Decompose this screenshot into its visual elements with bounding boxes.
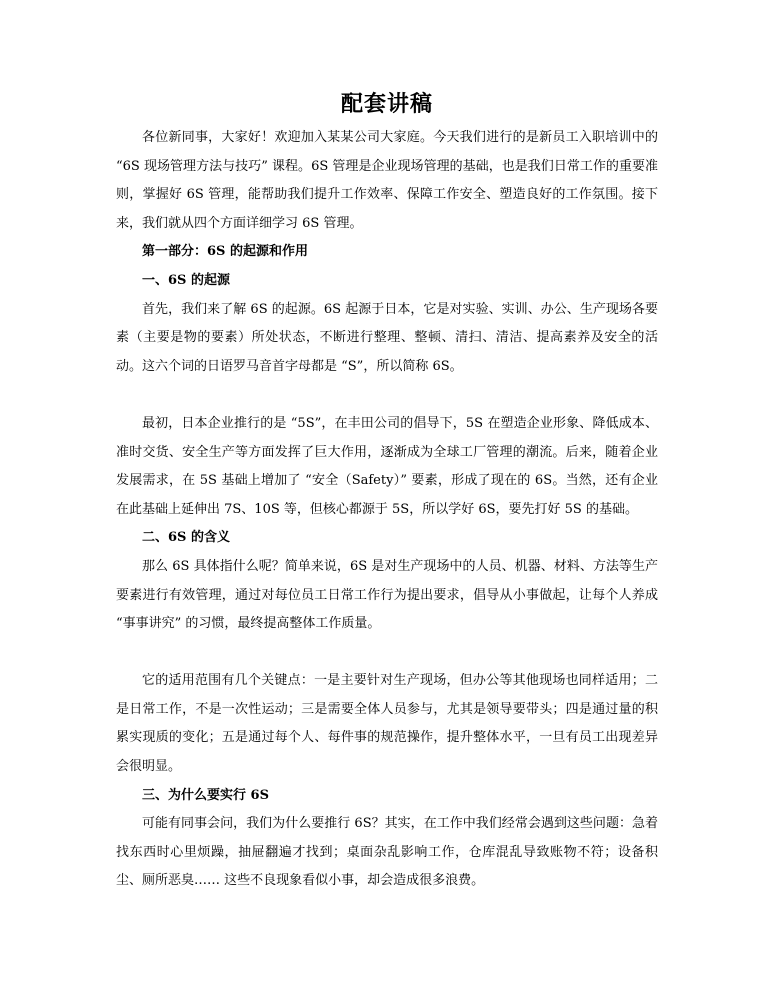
section3-heading: 三、为什么要实行 6S bbox=[142, 787, 269, 803]
section1-paragraph-1: 首先，我们来了解 6S 的起源。6S 起源于日本，它是对实验、实训、办公、生产现场各要素（主要是物的要素）所处状态，不断进行整理、整顿、清扫、清洁、提高素养及安全的活动。这六个词的日语罗马音首字母都是 “S”，所以简称 6S。 bbox=[116, 301, 658, 374]
section2-heading: 二、6S 的含义 bbox=[142, 530, 230, 546]
section3-paragraph-1: 可能有同事会问，我们为什么要推行 6S？其实，在工作中我们经常会遇到这些问题：急着找东西时心里烦躁，抽屉翻遍才找到；桌面杂乱影响工作，仓库混乱导致账物不符；设备积尘、厕所恶臭…… 这些不良现象看似小事，却会造成很多浪费。 bbox=[116, 816, 658, 889]
paragraph-spacer bbox=[116, 639, 658, 668]
section1-paragraph-2: 最初，日本企业推行的是 “5S”，在丰田公司的倡导下，5S 在塑造企业形象、降低成本、准时交货、安全生产等方面发挥了巨大作用，逐渐成为全球工厂管理的潮流。后来，随着企业发展需求，在 5S 基础上增加了 “安全（Safety）” 要素，形成了现在的 6S。当然，还有企业在此基础上延伸出 7S、10S 等，但核心都源于 5S，所以学好 6S，要先打好 5S 的基础。 bbox=[116, 415, 658, 517]
section2-paragraph-2: 它的适用范围有几个关键点：一是主要针对生产现场，但办公等其他现场也同样适用；二是日常工作，不是一次性运动；三是需要全体人员参与，尤其是领导要带头；四是通过量的积累实现质的变化；五是通过每个人、每件事的规范操作，提升整体水平，一旦有员工出现差异会很明显。 bbox=[116, 673, 658, 775]
section1-heading: 一、6S 的起源 bbox=[142, 272, 230, 288]
section2-paragraph-1: 那么 6S 具体指什么呢？简单来说，6S 是对生产现场中的人员、机器、材料、方法等生产要素进行有效管理，通过对每位员工日常工作行为提出要求，倡导从小事做起，让每个人养成 “事事讲究” 的习惯，最终提高整体工作质量。 bbox=[116, 558, 658, 632]
part1-heading: 第一部分：6S 的起源和作用 bbox=[142, 244, 308, 260]
document-title: 配套讲稿 bbox=[340, 91, 433, 117]
paragraph-spacer bbox=[116, 381, 658, 410]
intro-paragraph: 各位新同事，大家好！欢迎加入某某公司大家庭。今天我们进行的是新员工入职培训中的 “6S 现场管理方法与技巧” 课程。6S 管理是企业现场管理的基础，也是我们日常工作的重要准则，掌握好 6S 管理，能帮助我们提升工作效率、保障工作安全、塑造良好的工作氛围。接下来，我们就从四个方面详细学习 6S 管理。 bbox=[116, 130, 658, 231]
